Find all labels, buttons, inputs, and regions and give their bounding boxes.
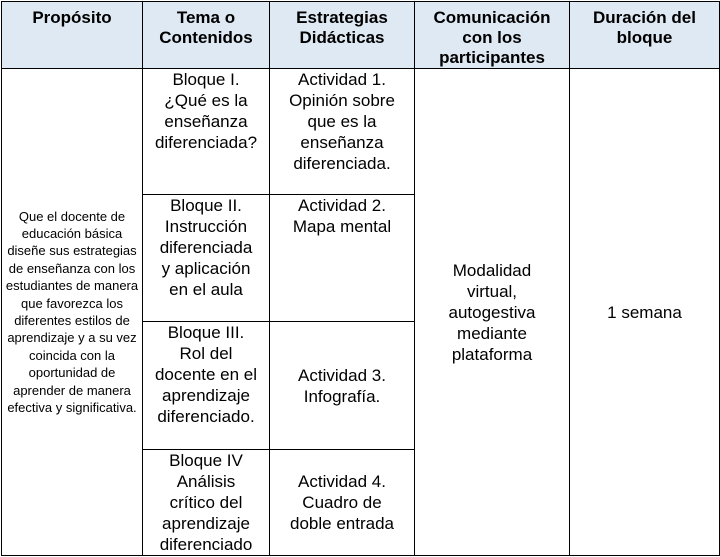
block-3-title: Bloque III. Rol del docente en el aprendizaje diferenciado. [154, 323, 258, 426]
activity-2: Actividad 2. Mapa mental [292, 196, 392, 236]
comunicacion-cell [415, 69, 570, 556]
header-proposito: Propósito [2, 2, 143, 69]
block-2-title: Bloque II. Instrucción diferenciada y aplicación en el aula [159, 196, 253, 299]
block-4-title: Bloque IV Análisis crítico del aprendizaje diferenciado [159, 451, 253, 554]
header-comunicacion: Comunicación con los participantes [415, 2, 570, 69]
actividad-cell [270, 195, 415, 322]
activity-4: Actividad 4. Cuadro de doble entrada [290, 472, 394, 533]
duracion-cell: 1 semana [570, 69, 720, 556]
proposito-cell: Que el docente de educación básica diseñe sus estrategias de enseñanza con los estudiantes de manera que favorezca los diferentes estilos de aprendizaje y a su vez coincida con la oportunidad de aprender de manera efectiva y significativa. [2, 69, 143, 556]
tema-cell [143, 69, 270, 195]
header-tema: Tema o Contenidos [143, 2, 270, 69]
comunicacion-text: Modalidad virtual, autogestiva mediante plataforma [448, 260, 536, 364]
actividad-cell [270, 450, 415, 556]
activity-3: Actividad 3. Infografía. [298, 365, 386, 406]
actividad-cell [270, 69, 415, 195]
tema-cell [143, 450, 270, 556]
header-row [2, 2, 720, 69]
tema-cell [143, 322, 270, 450]
actividad-cell [270, 322, 415, 450]
activity-1: Actividad 1. Opinión sobre que es la enseñanza diferenciada. [289, 70, 395, 173]
header-duracion: Duración del bloque [570, 2, 720, 69]
tema-cell [143, 195, 270, 322]
header-estrategias: Estrategias Didácticas [270, 2, 415, 69]
didactic-plan-table [1, 1, 720, 556]
block-1-title: Bloque I. ¿Qué es la enseñanza diferenciada? [154, 70, 258, 152]
table-row [2, 69, 720, 195]
